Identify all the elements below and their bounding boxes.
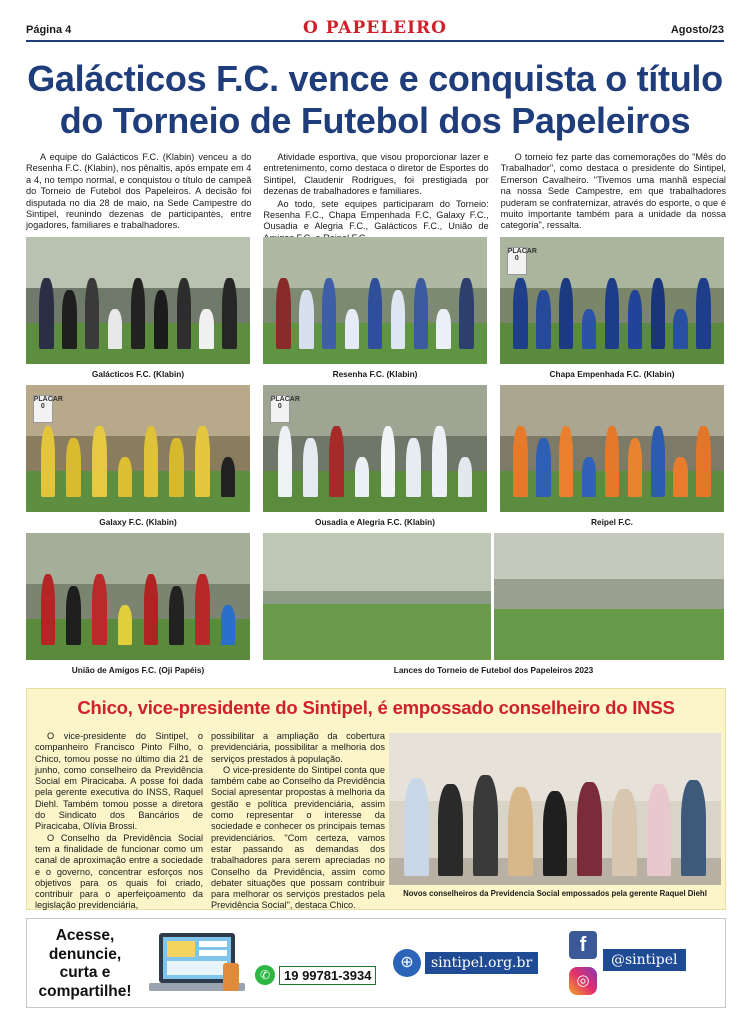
photo-caption: Galaxy F.C. (Klabin) (99, 517, 177, 527)
article-column-2 (263, 152, 488, 232)
article-paragraph: O vice-presidente do Sintipel conta que também cabe ao Conselho da Previdência Social apresentar propostas à melhoria da gestão e política previdenciária, assim como representar o interesse da sociedade e conhecer os principais temas previdenciários. "Com certeza, vamos estar passando as demandas dos trabalhadores para serem apreciadas no Conselho da Previdência, assim como debater situações que possam contribuir para melhorar os serviços prestados pela Previdência Social", destaca Chico. (211, 764, 385, 911)
chico-headline: Chico, vice-presidente do Sintipel, é empossado conselheiro do INSS (77, 697, 675, 718)
chico-article-box (26, 688, 726, 910)
photo-caption: União de Amigos F.C. (Oji Papéis) (71, 665, 205, 675)
whatsapp-icon: ✆ (255, 965, 275, 985)
scoreboard-label: PLACAR (507, 248, 537, 256)
team-photo-galacticos (26, 237, 250, 364)
main-headline: Galácticos F.C. vence e conquista o título do Torneio de Futebol dos Papeleiros (27, 58, 723, 141)
team-photo-galaxy (26, 385, 250, 512)
article-column-3 (501, 152, 726, 232)
scoreboard-value: 0 (514, 255, 519, 263)
councilors-group-photo (389, 733, 721, 885)
team-photo-uniao-de-amigos (26, 533, 250, 660)
article-paragraph: O Conselho da Previdência Social tem a finalidade de funcionar como um canal de aproximação entre a sociedade e o governo, concentrar esforços nos objetivos para os quais foi criado, contribuir para o aperfeiçoamento da legislação previdenciária, (35, 832, 203, 911)
website-url[interactable]: sintipel.org.br (425, 952, 538, 974)
article-paragraph: A equipe do Galácticos F.C. (Klabin) venceu a do Resenha F.C. (Klabin), nos pênaltis, após empate em 4 a 4, no tempo normal, e conquistou o título de campeã do Torneio de Futebol dos Papeleiros. A decisão foi disputada no dia 28 de maio, na Sede Campestre do Sintipel, reunindo dezenas de participantes, entre jogadores, familiares e trabalhadores. (26, 152, 252, 231)
team-photo-chapa-empenhada (500, 237, 724, 364)
chico-column-1 (35, 731, 203, 912)
call-to-action-text: Acesse, denuncie, curta e compartilhe! (38, 927, 132, 1000)
page-header (26, 20, 724, 42)
team-photo-reipel (500, 385, 724, 512)
article-paragraph: possibilitar a ampliação da cobertura previdenciária, possibilitar a melhoria dos serviços prestados à população. (211, 731, 385, 764)
photo-caption: Reipel F.C. (591, 517, 633, 527)
article-paragraph: O vice-presidente do Sintipel, o companheiro Francisco Pinto Filho, o Chico, tomou posse no último dia 21 de junho, como conselheiro da Previdência Social em Piracicaba. A posse foi dada pela gerente executiva do INSS, Raquel Diehl. Também tomou posse a diretora do Sindicato dos Bancários de Piracicaba, Olívia Brossi. (35, 731, 203, 832)
photo-caption: Novos conselheiros da Previdencia Social empossados pela gerente Raquel Diehl (403, 889, 707, 898)
globe-icon: ⊕ (393, 949, 421, 977)
footer-banner (26, 918, 726, 1008)
article-column-1 (26, 152, 251, 232)
newspaper-logo: O PAPELEIRO (302, 18, 447, 38)
photo-caption: Galácticos F.C. (Klabin) (91, 369, 185, 379)
scoreboard-value: 0 (40, 403, 45, 411)
team-photo-resenha (263, 237, 487, 364)
laptop-illustration-icon (145, 929, 249, 999)
photo-caption: Chapa Empenhada F.C. (Klabin) (549, 369, 675, 379)
scoreboard-value: 0 (277, 403, 282, 411)
article-paragraph: O torneio fez parte das comemorações do "Mês do Trabalhador", como destaca o presidente do Sintipel, Emerson Cavalheiro. "Tivemos uma manhã especial na nossa Sede Campestre, em que trabalhadores puderam se confraternizar, através do esporte, o que é muito importante também para a unidade da nossa categoria", ressalta. (500, 152, 726, 231)
photo-caption: Ousadia e Alegria F.C. (Klabin) (314, 517, 436, 527)
match-action-photo-2 (494, 533, 724, 660)
photo-caption: Lances do Torneio de Futebol dos Papeleiros 2023 (393, 665, 594, 675)
scoreboard-label: PLACAR (270, 396, 300, 404)
chico-column-2 (211, 731, 385, 912)
instagram-icon[interactable]: ◎ (569, 967, 597, 995)
match-action-photo-1 (263, 533, 491, 660)
issue-date: Agosto/23 (670, 24, 724, 36)
article-body (26, 152, 726, 232)
social-handle[interactable]: @sintipel (603, 949, 686, 971)
whatsapp-contact[interactable] (255, 963, 376, 987)
article-paragraph: Ao todo, sete equipes participaram do Torneio: Resenha F.C., Chapa Empenhada F.C, Galaxy F.C., Ousadia e Alegria F.C., Galácticos F.C., União de (263, 198, 489, 232)
whatsapp-number[interactable]: 19 99781-3934 (279, 966, 376, 985)
page-number: Página 4 (26, 24, 72, 36)
team-photo-ousadia-alegria (263, 385, 487, 512)
scoreboard-label: PLACAR (33, 396, 63, 404)
facebook-icon[interactable]: f (569, 931, 597, 959)
article-paragraph: Atividade esportiva, que visou proporcionar lazer e entretenimento, como destaca o diretor de Esportes do Sintipel, Claudenir Rodrigues, foi prestigiada por dezenas de trabalhadores e familiares. (263, 152, 489, 197)
photo-caption: Resenha F.C. (Klabin) (332, 369, 418, 379)
website-link[interactable] (393, 949, 538, 977)
